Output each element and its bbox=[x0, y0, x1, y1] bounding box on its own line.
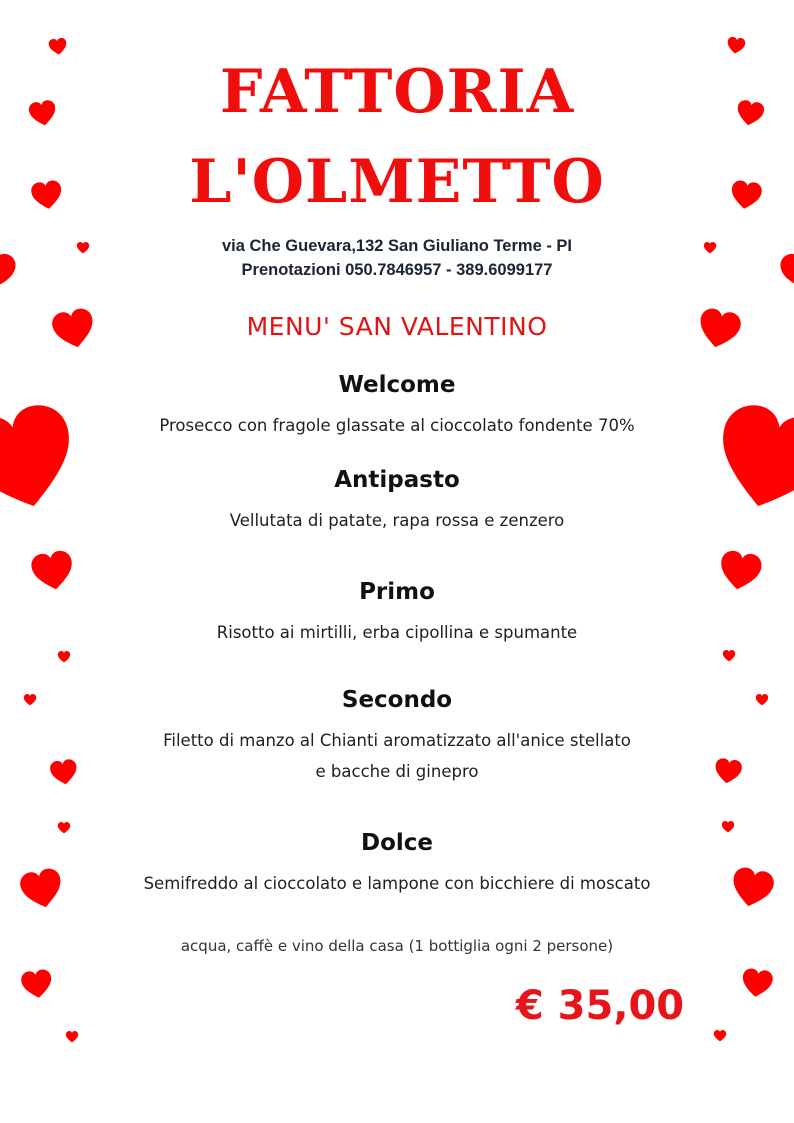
heart-icon bbox=[47, 36, 70, 59]
course-name: Welcome bbox=[338, 372, 456, 398]
course-dish: Semifreddo al cioccolato e lampone con bicchiere di moscato bbox=[143, 874, 651, 893]
course-name: Primo bbox=[359, 579, 435, 605]
course-dish: Prosecco con fragole glassate al cioccolato fondente 70% bbox=[159, 416, 635, 435]
heart-icon bbox=[65, 1030, 79, 1044]
course-name: Secondo bbox=[341, 687, 453, 713]
heart-icon bbox=[722, 649, 736, 663]
heart-icon bbox=[725, 35, 748, 58]
course-name: Dolce bbox=[360, 830, 433, 856]
menu-price: € 35,00 bbox=[515, 983, 685, 1029]
heart-icon bbox=[57, 650, 71, 664]
course-name: Antipasto bbox=[334, 467, 460, 493]
menu-title: MENU' SAN VALENTINO bbox=[246, 312, 548, 341]
included-note: acqua, caffè e vino della casa (1 bottiglia ogni 2 persone) bbox=[180, 937, 614, 955]
heart-icon bbox=[738, 965, 776, 1003]
course-dish: Vellutata di patate, rapa rossa e zenzero bbox=[229, 511, 565, 530]
heart-icon bbox=[713, 1029, 727, 1043]
course-dish-line2: e bacche di ginepro bbox=[315, 762, 479, 781]
restaurant-name-line2: L'OLMETTO bbox=[189, 147, 605, 217]
course-dish: Risotto ai mirtilli, erba cipollina e spumante bbox=[216, 623, 578, 642]
restaurant-address: via Che Guevara,132 San Giuliano Terme - PI bbox=[222, 237, 572, 255]
reservation-phone: Prenotazioni 050.7846957 - 389.6099177 bbox=[241, 261, 553, 279]
heart-icon bbox=[18, 966, 56, 1004]
course-dish: Filetto di manzo al Chianti aromatizzato all'anice stellato bbox=[163, 731, 631, 750]
restaurant-name-line1: FATTORIA bbox=[219, 57, 575, 127]
